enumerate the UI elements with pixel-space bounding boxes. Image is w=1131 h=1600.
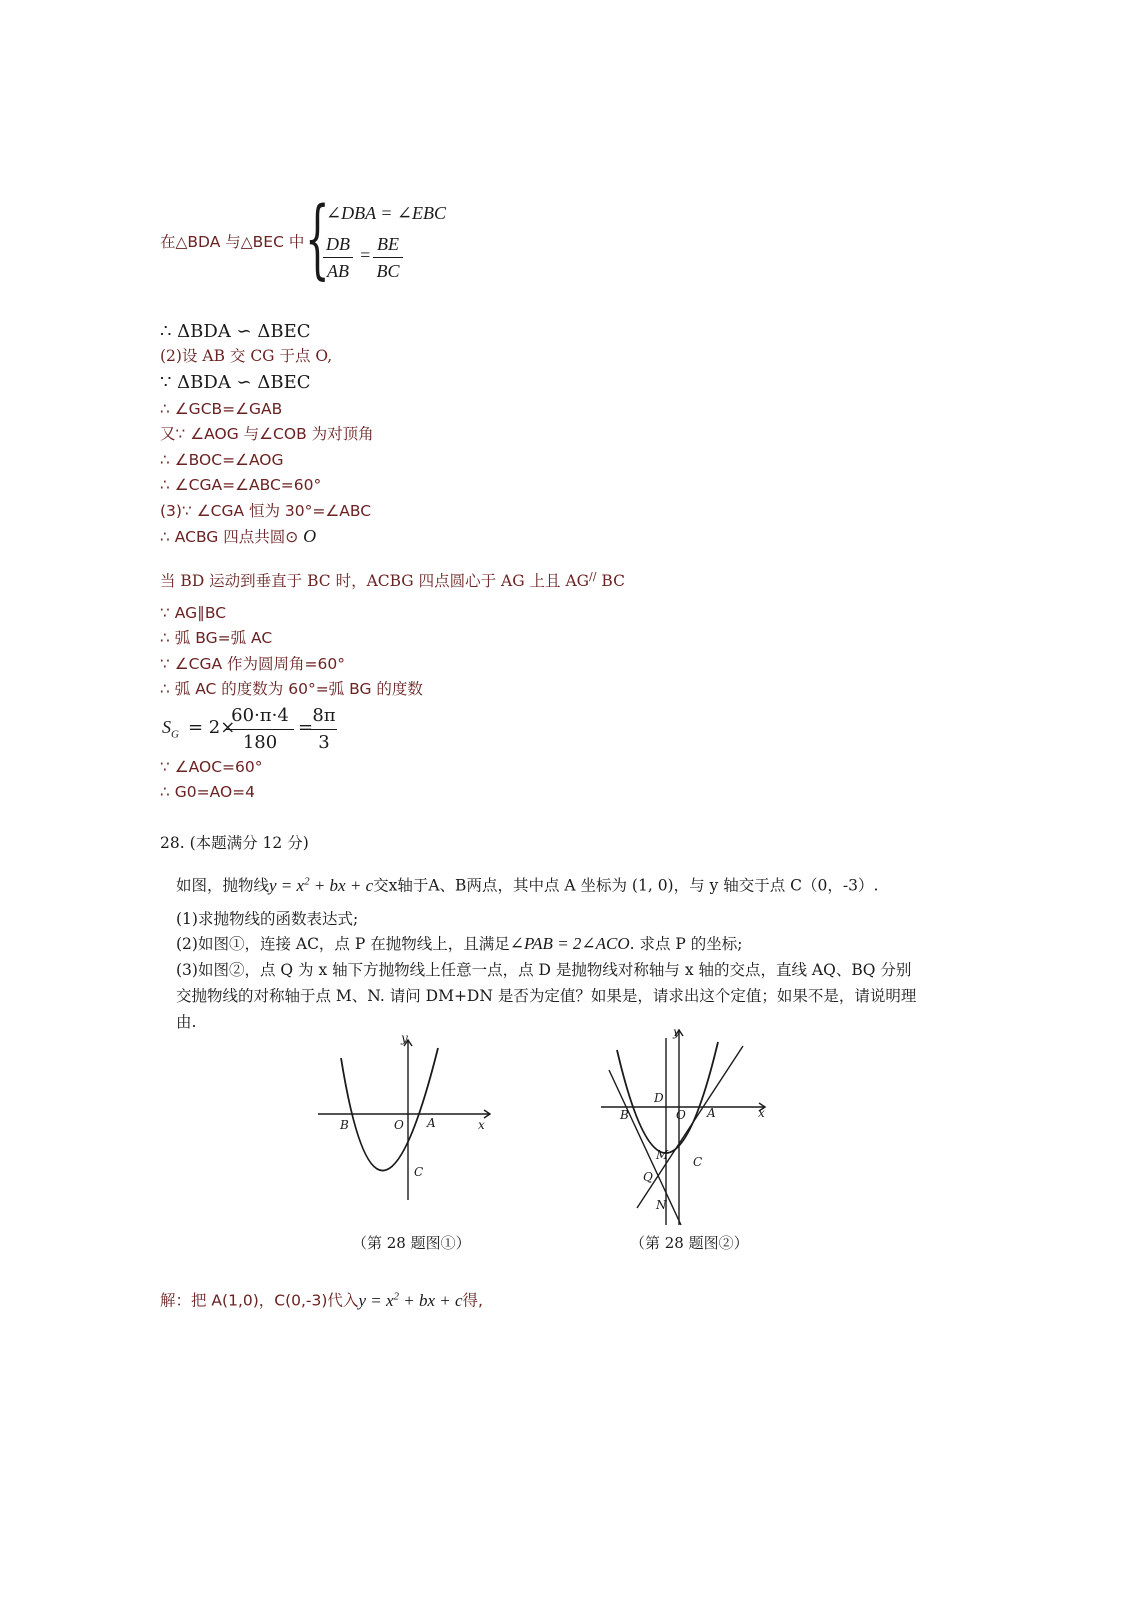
step-concyclic [160,526,316,547]
denominator: BC [376,261,400,281]
question-1: (1)求抛物线的函数表达式; [176,910,359,928]
q2-a: (2)如图①，连接 AC，点 P 在抛物线上，且满足 [176,935,510,953]
circle-o: O [303,526,317,546]
question-3-line-1: (3)如图②，点 Q 为 x 轴下方抛物线上任意一点，点 D 是抛物线对称轴与 x 轴的交点，直线 AQ、BQ 分别 [176,961,912,979]
step-arc-equal: ∴ 弧 BG=弧 AC [160,629,273,647]
q2-b: . 求点 P 的坐标; [629,935,743,953]
label-c: C [693,1155,703,1169]
solution-formula: $y = x^2$ + bx + c [358,1290,463,1310]
concyclic-text: ∴ ACBG 四点共圆⊙ [160,528,299,546]
denominator: AB [327,261,349,281]
fraction-result [311,704,337,755]
bd-text: 当 BD 运动到垂直于 BC 时，ACBG 四点圆心于 AG 上且 AG [160,572,590,591]
step-similar-1: ∴ ΔBDA ∽ ΔBEC [160,321,311,342]
label-x: x [758,1106,765,1120]
label-y: y [673,1025,680,1039]
step-boc: ∴ ∠BOC=∠AOG [160,451,284,469]
label-o: O [676,1108,686,1122]
step-bd-perpendicular [160,567,625,591]
label-y: y [401,1031,408,1045]
label-d: D [654,1091,664,1105]
solution-line [160,1286,483,1311]
parabola-curve [341,1048,438,1171]
label-m: M [656,1148,669,1162]
fraction-area [226,704,294,755]
label-b: B [620,1108,629,1122]
step-cga: ∴ ∠CGA=∠ABC=60° [160,476,322,494]
area-lhs [162,717,179,741]
numerator: BE [377,234,399,254]
step-similar-2: ∵ ΔBDA ∽ ΔBEC [160,372,311,393]
solution-b: 得, [462,1291,483,1310]
denominator: 180 [242,732,278,753]
step-arc-degree: ∴ 弧 AC 的度数为 60°=弧 BG 的度数 [160,680,423,698]
problem-header: 28. (本题满分 12 分) [160,834,309,852]
bc-text: BC [596,572,625,591]
label-a: A [707,1106,716,1120]
angle-equation: ∠DBA = ∠EBC [326,203,446,223]
step-go-ao: ∴ G0=AO=4 [160,783,256,801]
denominator: 3 [318,732,330,753]
label-x: x [478,1118,485,1132]
question-3-line-2: 交抛物线的对称轴于点 M、N. 请问 DM+DN 是否为定值？如果是，请求出这个定值；如果不是，请说明理 [176,987,917,1005]
q2-formula: ∠PAB = 2∠ACO [509,934,630,953]
parallel-sign: // [589,570,597,583]
step-aoc: ∵ ∠AOC=60° [160,758,263,776]
step-gcb: ∴ ∠GCB=∠GAB [160,400,283,418]
left-brace-icon: { [305,189,330,289]
line-bq [609,1070,681,1225]
step-vertical-angles: 又∵ ∠AOG 与∠COB 为对顶角 [160,425,374,443]
numerator: 8π [312,705,336,726]
numerator: 60·π·4 [231,705,289,726]
fraction-db-ab [323,232,353,283]
stmt-a: 如图，抛物线 [176,876,270,895]
area-eq-a: = 2× [188,717,236,738]
fraction-be-bc [373,232,403,283]
line-aq [637,1046,743,1208]
label-q: Q [643,1170,653,1184]
step-part3: (3)∵ ∠CGA 恒为 30°=∠ABC [160,502,372,520]
question-2 [176,934,743,954]
area-symbol: S [162,717,171,737]
step-inscribed-angle: ∵ ∠CGA 作为圆周角=60° [160,655,346,673]
figure-1-diagram [310,1030,500,1210]
stmt-b: 交x轴于A、B两点，其中点 A 坐标为 (1, 0)，与 y 轴交于点 C（0，-3）. [373,876,879,895]
area-eq-b: = [298,717,314,738]
stmt-formula: $y = x^2$ + bx + c [269,875,374,895]
question-3-line-3: 由. [176,1013,197,1031]
problem-statement [176,871,878,896]
solution-a: 解：把 A(1,0)，C(0,-3)代入 [160,1291,359,1310]
intro-text: 在△BDA 与△BEC 中 [160,233,305,251]
label-o: O [394,1118,404,1132]
label-c: C [414,1165,424,1179]
figure-2-caption: （第 28 题图②） [630,1234,749,1252]
figure-2-diagram [595,1020,780,1230]
numerator: DB [326,234,350,254]
parabola-curve [617,1042,718,1153]
step-ag-parallel: ∵ AG∥BC [160,604,227,622]
label-n: N [656,1198,667,1212]
area-subscript: G [171,728,179,741]
label-b: B [340,1118,349,1132]
label-a: A [427,1116,436,1130]
figure-1-caption: （第 28 题图①） [352,1234,471,1252]
step-part2: (2)设 AB 交 CG 于点 O, [160,347,333,365]
equals-sign: = [359,245,372,265]
